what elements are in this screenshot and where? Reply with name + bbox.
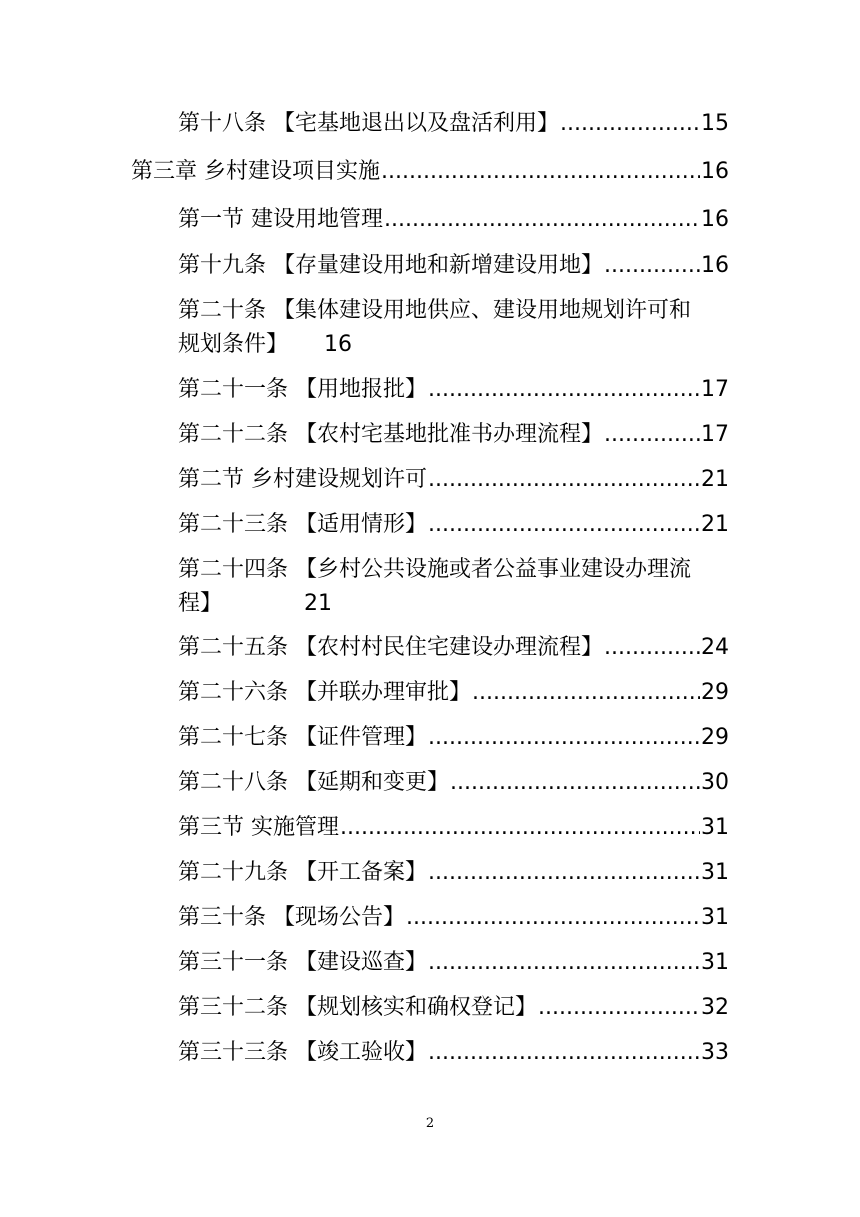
page-number: 2	[425, 1116, 435, 1131]
dot-leader	[428, 375, 700, 405]
toc-entry-title: 第二十三条 【适用情形】	[178, 512, 427, 537]
toc-entry-page: 21	[304, 591, 333, 616]
dot-leader	[604, 420, 700, 450]
toc-entry-page: 16	[701, 159, 729, 184]
toc-entry[interactable]	[178, 723, 729, 753]
toc-entry-page: 15	[701, 111, 729, 136]
dot-leader	[384, 205, 700, 235]
toc-entry-title: 第一节 建设用地管理	[178, 207, 383, 232]
toc-entry-page: 16	[701, 253, 729, 278]
toc-entry[interactable]	[178, 510, 729, 540]
toc-entry[interactable]	[178, 903, 729, 933]
toc-entry-page: 31	[701, 950, 729, 975]
toc-entry-page: 24	[701, 635, 729, 660]
toc-entry[interactable]	[178, 993, 729, 1023]
toc-entry-title: 第三节 实施管理	[178, 815, 339, 840]
toc-entry-page: 32	[701, 995, 729, 1020]
toc-entry-title: 第二十六条 【并联办理审批】	[178, 680, 471, 705]
toc-entry-wrapped[interactable]	[178, 294, 729, 362]
toc-entry-page: 31	[701, 815, 729, 840]
toc-entry-title-line1: 第二十四条 【乡村公共设施或者公益事业建设办理流	[178, 557, 691, 582]
toc-entry[interactable]	[178, 109, 729, 139]
toc-entry-page: 29	[701, 680, 729, 705]
toc-entry[interactable]	[178, 1038, 729, 1068]
toc-entry-page: 21	[701, 467, 729, 492]
toc-entry-title: 第三十条 【现场公告】	[178, 905, 405, 930]
toc-entry[interactable]	[178, 768, 729, 798]
toc-entry-page: 16	[324, 332, 353, 357]
toc-entry-page: 17	[701, 422, 729, 447]
toc-entry-title: 第二十五条 【农村村民住宅建设办理流程】	[178, 635, 603, 660]
dot-leader	[428, 1038, 700, 1068]
toc-entry-title: 第十九条 【存量建设用地和新增建设用地】	[178, 253, 603, 278]
toc-entry-title: 第三十一条 【建设巡查】	[178, 950, 427, 975]
dot-leader	[472, 678, 700, 708]
toc-entry-page: 16	[701, 207, 729, 232]
toc-section-entry[interactable]	[178, 813, 729, 843]
toc-section-entry[interactable]	[178, 205, 729, 235]
dot-leader	[428, 858, 700, 888]
dot-leader	[406, 903, 700, 933]
toc-entry-title: 第三十二条 【规划核实和确权登记】	[178, 995, 537, 1020]
toc-entry-page: 31	[701, 905, 729, 930]
toc-entry-title: 第二十九条 【开工备案】	[178, 860, 427, 885]
toc-entry-page: 33	[701, 1040, 729, 1065]
toc-entry-title: 第十八条 【宅基地退出以及盘活利用】	[178, 111, 559, 136]
toc-chapter-entry[interactable]	[131, 157, 729, 187]
toc-entry-title: 第二十八条 【延期和变更】	[178, 770, 449, 795]
toc-entry-page: 29	[701, 725, 729, 750]
toc-entry-title-line2: 规划条件】	[178, 332, 289, 357]
dot-leader	[428, 510, 700, 540]
toc-entry-title: 第三十三条 【竣工验收】	[178, 1040, 427, 1065]
dot-leader	[428, 465, 700, 495]
toc-entry[interactable]	[178, 375, 729, 405]
toc-entry[interactable]	[178, 251, 729, 281]
toc-section-entry[interactable]	[178, 465, 729, 495]
toc-entry[interactable]	[178, 948, 729, 978]
toc-entry-page: 17	[701, 377, 729, 402]
toc-entry[interactable]	[178, 633, 729, 663]
dot-leader	[428, 723, 700, 753]
toc-entry[interactable]	[178, 420, 729, 450]
dot-leader	[340, 813, 700, 843]
dot-leader	[428, 948, 700, 978]
toc-entry-page: 30	[701, 770, 729, 795]
toc-entry-title-line1: 第二十条 【集体建设用地供应、建设用地规划许可和	[178, 298, 691, 323]
dot-leader	[381, 157, 700, 187]
toc-entry-title: 第二十一条 【用地报批】	[178, 377, 427, 402]
toc-entry-page: 31	[701, 860, 729, 885]
toc-entry-title: 第二十七条 【证件管理】	[178, 725, 427, 750]
toc-entry[interactable]	[178, 678, 729, 708]
dot-leader	[538, 993, 700, 1023]
toc-entry-title: 第二十二条 【农村宅基地批准书办理流程】	[178, 422, 603, 447]
dot-leader	[604, 251, 700, 281]
toc-entry-page: 21	[701, 512, 729, 537]
toc-entry-wrapped[interactable]	[178, 553, 729, 621]
dot-leader	[560, 109, 700, 139]
dot-leader	[604, 633, 700, 663]
toc-entry[interactable]	[178, 858, 729, 888]
toc-entry-title: 第二节 乡村建设规划许可	[178, 467, 427, 492]
toc-entry-title-line2: 程】	[178, 591, 223, 616]
dot-leader	[450, 768, 700, 798]
toc-entry-title: 第三章 乡村建设项目实施	[131, 159, 380, 184]
